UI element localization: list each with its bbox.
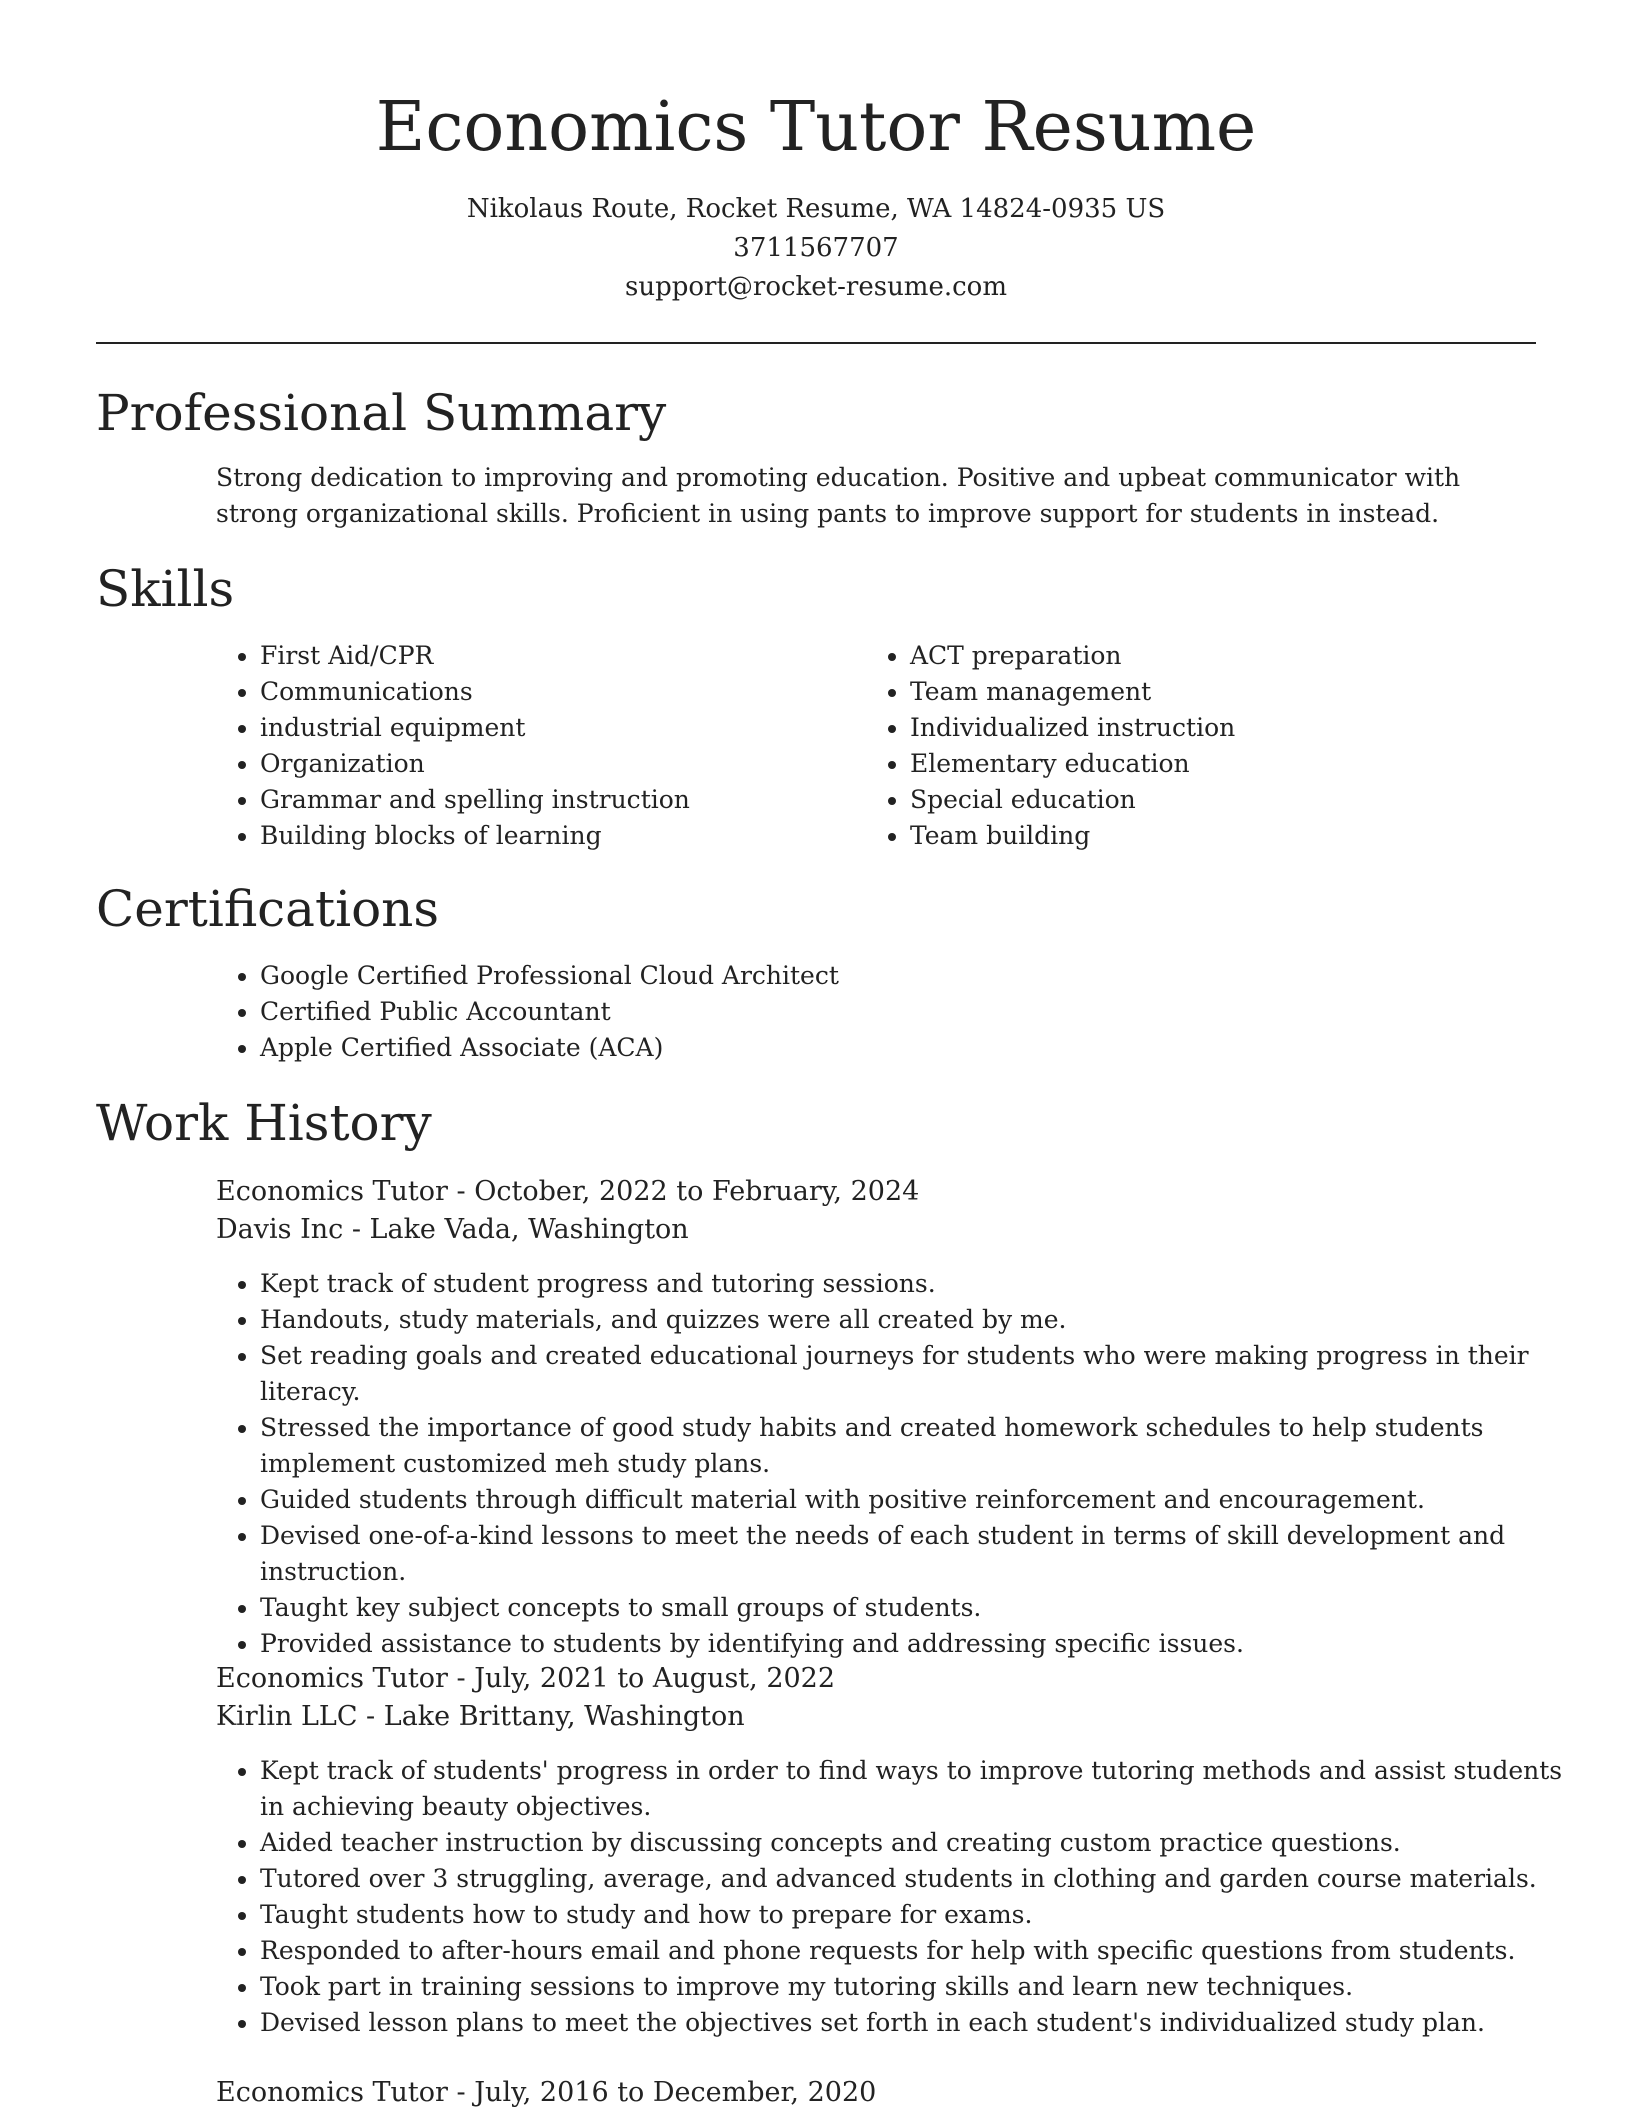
skill-item: • industrial equipment xyxy=(260,710,860,746)
certifications-heading: Certifications xyxy=(96,880,440,938)
job-bullet: • Taught key subject concepts to small groups of students. xyxy=(260,1590,1580,1626)
work-history-heading: Work History xyxy=(96,1094,432,1152)
job-bullet: • Took part in training sessions to improve my tutoring skills and learn new techniques. xyxy=(260,1969,1580,2005)
contact-email: support@rocket-resume.com xyxy=(624,272,1007,302)
skill-item: • Individualized instruction xyxy=(910,710,1530,746)
skill-item: • Team management xyxy=(910,674,1530,710)
job-bullet: • Aided teacher instruction by discussing concepts and creating custom practice questions. xyxy=(260,1825,1580,1861)
certification-item: • Google Certified Professional Cloud Architect xyxy=(260,958,1580,994)
job-bullet: • Set reading goals and created educational journeys for students who were making progress in their literacy. xyxy=(260,1338,1580,1410)
contact-phone: 3711567707 xyxy=(733,233,899,263)
skill-item: • First Aid/CPR xyxy=(260,638,860,674)
job-bullet: • Responded to after-hours email and phone requests for help with specific questions from students. xyxy=(260,1933,1580,1969)
certifications-list xyxy=(216,958,1580,1066)
skill-item: • Building blocks of learning xyxy=(260,818,860,854)
skill-item: • Special education xyxy=(910,782,1530,818)
summary-text: Strong dedication to improving and promoting education. Positive and upbeat communicator with strong organizational skills. Proficient in using pants to improve support for students in instead. xyxy=(216,463,1461,528)
summary-heading: Professional Summary xyxy=(96,384,667,442)
job-bullet: • Provided assistance to students by identifying and addressing specific issues. xyxy=(260,1626,1580,1662)
skill-item: • Organization xyxy=(260,746,860,782)
job-title-line: Economics Tutor - October, 2022 to February, 2024 xyxy=(216,1176,920,1207)
job-bullet: • Tutored over 3 struggling, average, and advanced students in clothing and garden course materials. xyxy=(260,1861,1580,1897)
skill-item: • ACT preparation xyxy=(910,638,1530,674)
job-title-line: Economics Tutor - July, 2021 to August, 2022 xyxy=(216,1663,836,1694)
job-bullet: • Taught students how to study and how to prepare for exams. xyxy=(260,1897,1580,1933)
job-bullets xyxy=(216,1266,1580,1662)
certification-item: • Certified Public Accountant xyxy=(260,994,1580,1030)
job-bullet: • Devised lesson plans to meet the objectives set forth in each student's individualized study plan. xyxy=(260,2005,1580,2041)
job-company-line: Kirlin LLC - Lake Brittany, Washington xyxy=(216,1701,745,1732)
job-title-line: Economics Tutor - July, 2016 to December, 2020 xyxy=(216,2077,877,2108)
skill-item: • Grammar and spelling instruction xyxy=(260,782,860,818)
header-divider xyxy=(96,342,1536,344)
job-bullet: • Stressed the importance of good study habits and created homework schedules to help students implement customized meh study plans. xyxy=(260,1410,1580,1482)
resume-title: Economics Tutor Resume xyxy=(375,88,1257,167)
job-bullet: • Devised one-of-a-kind lessons to meet the needs of each student in terms of skill development and instruction. xyxy=(260,1518,1580,1590)
job-bullet: • Kept track of student progress and tutoring sessions. xyxy=(260,1266,1580,1302)
job-bullet: • Handouts, study materials, and quizzes were all created by me. xyxy=(260,1302,1580,1338)
certification-item: • Apple Certified Associate (ACA) xyxy=(260,1030,1580,1066)
job-bullet: • Kept track of students' progress in order to find ways to improve tutoring methods and assist students in achieving beauty objectives. xyxy=(260,1753,1580,1825)
contact-address: Nikolaus Route, Rocket Resume, WA 14824-0935 US xyxy=(466,194,1166,224)
job-bullets xyxy=(216,1753,1580,2041)
skills-list-right xyxy=(866,638,1530,854)
skill-item: • Elementary education xyxy=(910,746,1530,782)
resume-header xyxy=(96,80,1536,307)
skills-list-left xyxy=(216,638,860,854)
skill-item: • Team building xyxy=(910,818,1530,854)
skill-item: • Communications xyxy=(260,674,860,710)
skills-heading: Skills xyxy=(96,560,235,618)
job-bullet: • Guided students through difficult material with positive reinforcement and encouragement. xyxy=(260,1482,1580,1518)
job-company-line: Davis Inc - Lake Vada, Washington xyxy=(216,1214,689,1245)
